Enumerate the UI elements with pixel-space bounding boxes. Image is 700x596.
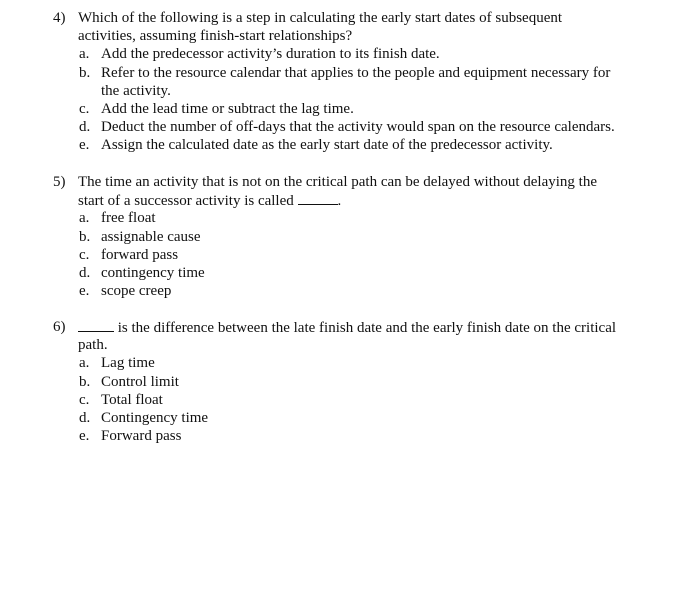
option-text: Contingency time <box>101 410 209 426</box>
option-letter: a. <box>79 210 90 226</box>
question-number: 6) <box>53 319 66 335</box>
option-text: Control limit <box>101 374 179 390</box>
option-text: Lag time <box>101 355 155 371</box>
option-text: Refer to the resource calendar that applies to the people and equipment necessary for <box>101 65 611 81</box>
option-letter: e. <box>79 137 90 153</box>
option-text: the activity. <box>101 83 171 99</box>
question-stem-line: The time an activity that is not on the critical path can be delayed without delaying the <box>78 174 598 190</box>
option-text: Add the lead time or subtract the lag time. <box>101 101 354 117</box>
option-letter: c. <box>79 101 90 117</box>
question-stem-period: . <box>337 193 342 209</box>
option-letter: a. <box>79 355 90 371</box>
option-letter: d. <box>79 119 91 135</box>
option-text: forward pass <box>101 247 179 263</box>
option-letter: a. <box>79 46 90 62</box>
option-text: contingency time <box>101 265 205 281</box>
option-letter: c. <box>79 392 90 408</box>
option-text: free float <box>101 210 156 226</box>
option-letter: c. <box>79 247 90 263</box>
option-text: Assign the calculated date as the early start date of the predecessor activity. <box>101 137 553 153</box>
option-text: Deduct the number of off-days that the activity would span on the resource calendars. <box>101 119 615 135</box>
option-letter: b. <box>79 374 91 390</box>
option-letter: b. <box>79 229 91 245</box>
option-letter: e. <box>79 428 90 444</box>
answer-blank <box>298 191 338 205</box>
option-text: Forward pass <box>101 428 182 444</box>
question-stem-line <box>78 191 341 210</box>
option-text: Total float <box>101 392 163 408</box>
question-stem-line: Which of the following is a step in calculating the early start dates of subsequent <box>78 10 563 26</box>
question-stem-line <box>78 318 616 337</box>
option-text: scope creep <box>101 283 172 299</box>
option-letter: d. <box>79 265 91 281</box>
question-stem-text: start of a successor activity is called <box>78 193 294 209</box>
question-stem-text: is the difference between the late finish date and the early finish date on the critical <box>117 320 617 336</box>
option-letter: b. <box>79 65 91 81</box>
option-letter: d. <box>79 410 91 426</box>
answer-blank <box>78 318 114 332</box>
question-number: 4) <box>53 10 66 26</box>
option-text: Add the predecessor activity’s duration to its finish date. <box>101 46 440 62</box>
question-stem-line: path. <box>78 337 108 353</box>
question-stem-line: activities, assuming finish-start relationships? <box>78 28 353 44</box>
option-letter: e. <box>79 283 90 299</box>
option-text: assignable cause <box>101 229 201 245</box>
question-number: 5) <box>53 174 66 190</box>
